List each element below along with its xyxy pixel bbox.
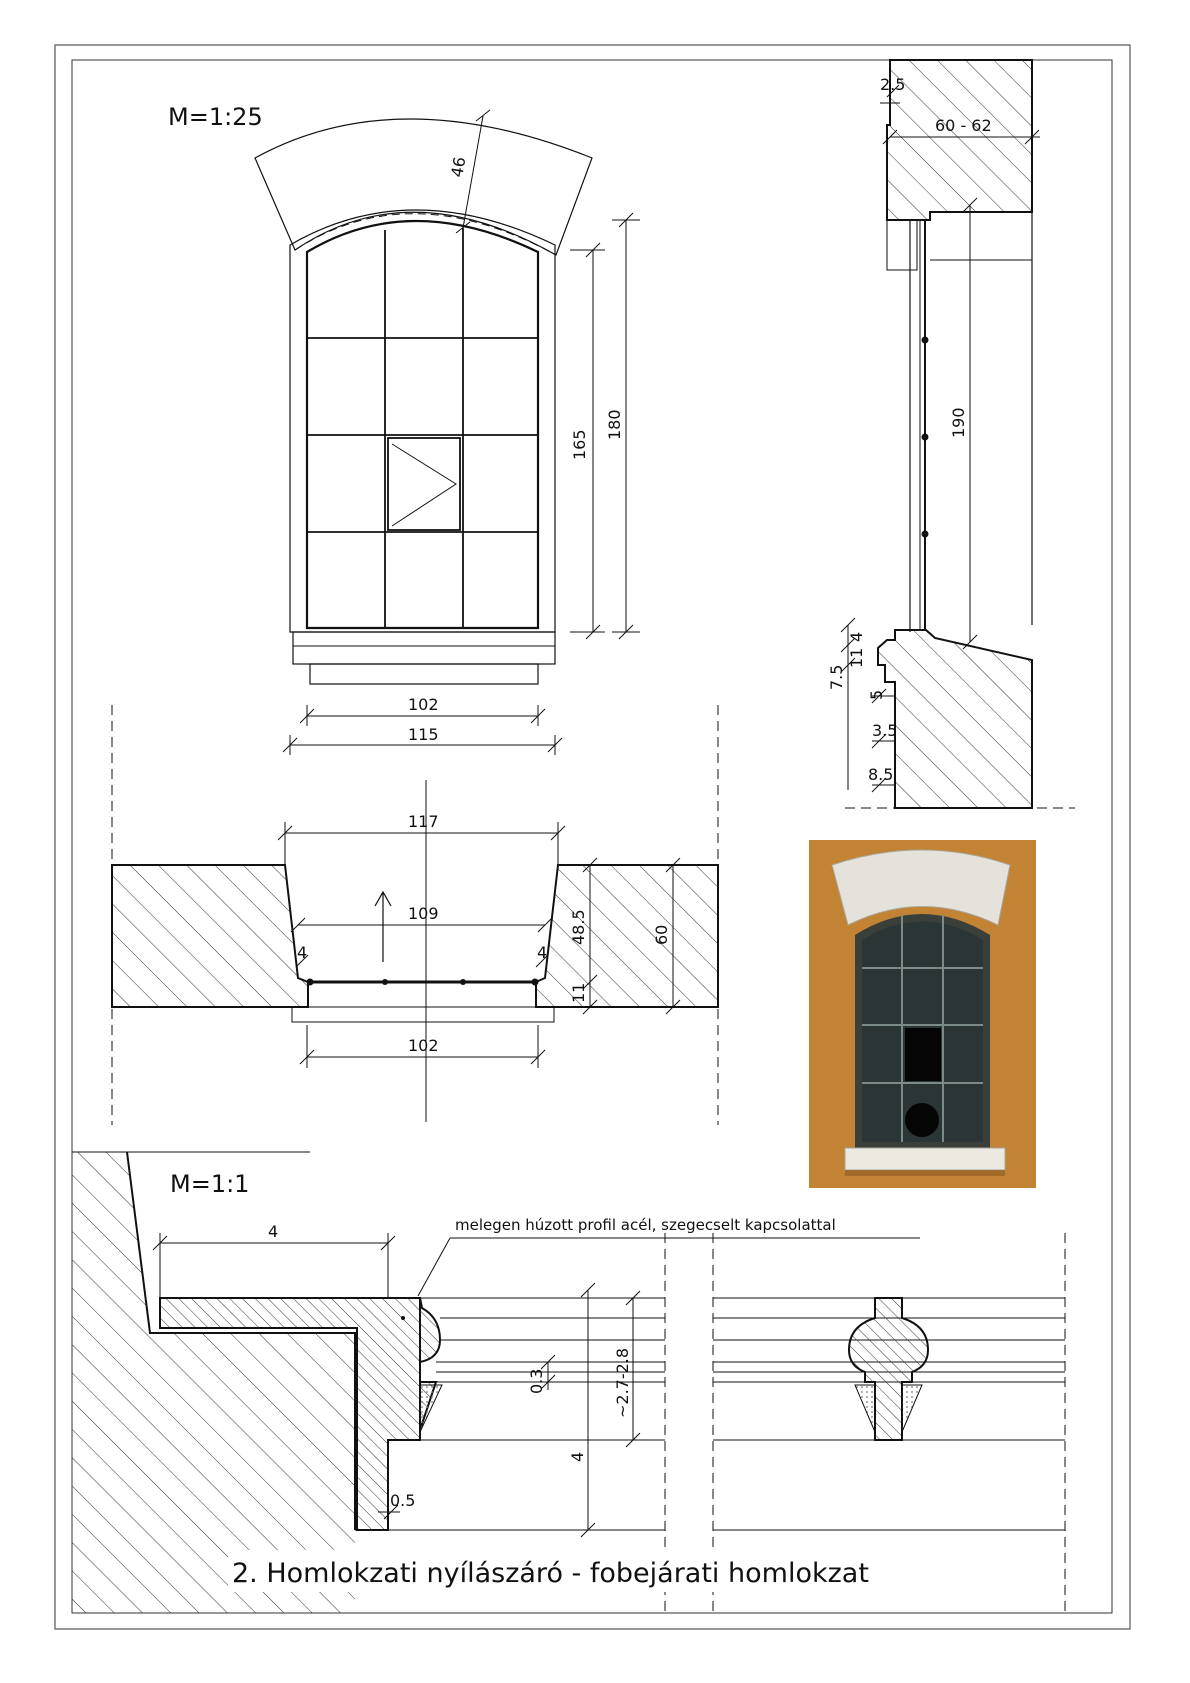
plan-wall-left [112,865,308,1007]
plan-sill [292,1007,554,1022]
detail-height: 4 [568,1451,587,1462]
section-top-offset: 2.5 [880,75,906,94]
detail-putty-left [420,1385,442,1432]
opening-sash [388,438,460,530]
plan-wall-right [536,865,718,1007]
arch-dim-tick-top [476,110,490,121]
plan-frame-width: 102 [408,1036,439,1055]
detail-putty-section-right [902,1385,922,1432]
inner-frame [307,221,538,628]
section-sill [878,630,1032,808]
sheet-title: 2. Homlokzati nyílászáró - fobejárati homlokzat [232,1558,869,1589]
detail-rivet [401,1316,405,1320]
section-node-2 [922,434,929,441]
plan-frame-node-2 [382,979,388,985]
section-sill-d: 5 [867,689,886,700]
lintel-arch [255,119,592,255]
detail-horizontal-lines [355,1298,1065,1530]
detail-thickness: 0.5 [390,1491,416,1510]
window-elevation [255,119,592,684]
plan-wall-depth: 60 [652,924,671,945]
lintel-joint-line [295,214,556,255]
outer-frame [290,210,555,632]
plan-frame-node-3 [460,979,466,985]
section-sill-b: 11 [847,647,866,668]
plan-opening-arrow [375,892,391,962]
elevation-width-inner: 102 [408,695,439,714]
section-height: 190 [949,407,968,438]
plan-frame-depth: 11 [569,982,588,1003]
plan-step-right: 4 [537,943,548,962]
section-sill-f: 8.5 [868,765,894,784]
photo-broken-hole [905,1103,939,1137]
detail-putty-section-left [855,1385,875,1432]
detail-wall [72,1152,355,1613]
opening-symbol [392,444,456,526]
elevation-arch-depth: 46 [447,155,470,179]
elevation-height-outer: 180 [605,409,624,440]
plan-reveal-depth: 48.5 [569,909,588,945]
scale-label-bottom: M=1:1 [170,1170,250,1198]
section-sill-c: 7.5 [827,664,846,690]
plan-frame-node-4 [532,979,539,986]
plan-frame-node-1 [307,979,314,986]
profile-note: melegen húzott profil acél, szegecselt kapcsolattal [455,1216,836,1234]
section-sill-e: 3.5 [872,721,898,740]
section-lintel [887,60,1032,220]
section-node-3 [922,531,929,538]
section-node-1 [922,337,929,344]
photo-missing-pane [905,1028,941,1081]
note-leader [418,1238,450,1296]
photo-sill-shadow [845,1170,1005,1176]
section-lintel-depth: 60 - 62 [935,116,992,135]
scale-label-top: M=1:25 [168,103,263,131]
plan-opening-inner: 109 [408,904,439,923]
window-sill [293,632,555,664]
photo-sill-stone [845,1148,1005,1170]
detail-gap: 0.3 [527,1368,546,1394]
section-sill-a: 4 [847,631,866,642]
plan-opening-outer: 117 [408,812,439,831]
detail-width: 4 [268,1222,279,1241]
detail-profile-section [849,1298,928,1440]
sill-base [310,664,538,684]
detail-profile-height: ~2.7-2.8 [613,1347,632,1418]
section-frame-head [887,220,917,270]
window-photo [809,840,1036,1188]
plan-step-left: 4 [297,943,308,962]
elevation-height-inner: 165 [570,429,589,460]
elevation-width-outer: 115 [408,725,439,744]
